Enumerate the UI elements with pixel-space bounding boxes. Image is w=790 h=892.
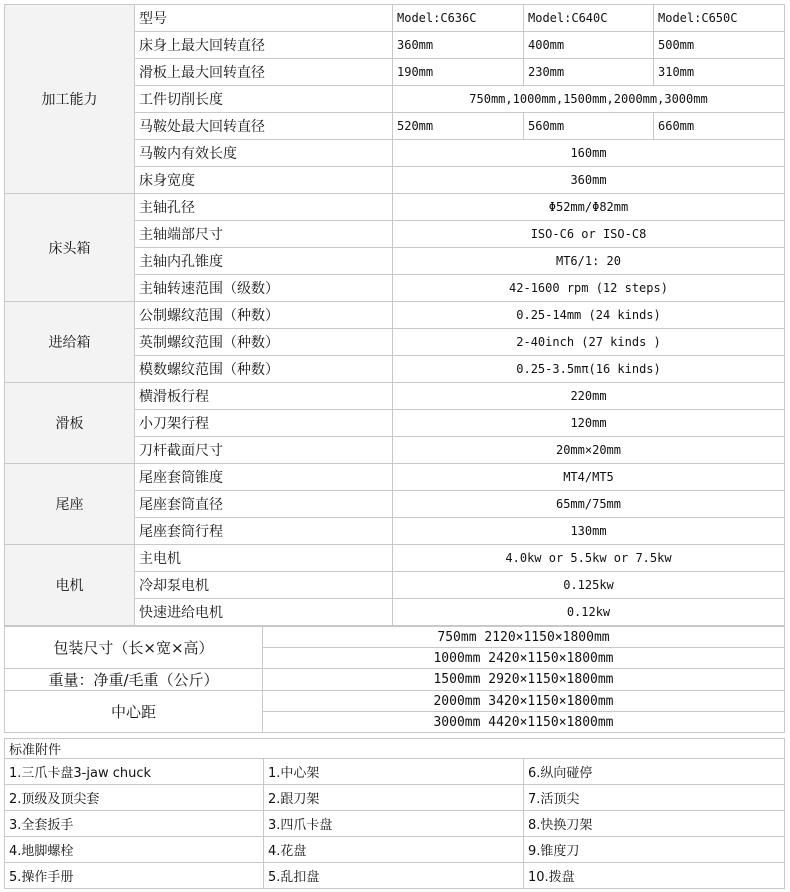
value-cell: 660mm [654,113,785,140]
packing-value: 3000mm 4420×1150×1800mm [263,712,785,733]
model-c640c: Model:C640C [524,5,654,32]
category-headstock: 床头箱 [5,194,135,302]
table-row [5,669,785,691]
accessory-item: 5.操作手册 [5,863,264,889]
value-cell: 20mm×20mm [393,437,785,464]
accessory-item: 6.纵向碰停 [524,759,785,785]
value-cell: MT4/MT5 [393,464,785,491]
accessory-item: 3.全套扳手 [5,811,264,837]
row-label: 尾座套筒行程 [135,518,393,545]
row-label: 公制螺纹范围（种数） [135,302,393,329]
row-label: 主轴内孔锥度 [135,248,393,275]
value-cell: 560mm [524,113,654,140]
accessory-item: 2.跟刀架 [264,785,524,811]
value-cell: 42-1600 rpm (12 steps) [393,275,785,302]
accessory-item: 10.拨盘 [524,863,785,889]
row-label: 横滑板行程 [135,383,393,410]
value-cell: 520mm [393,113,524,140]
row-label: 马鞍内有效长度 [135,140,393,167]
table-row [5,194,785,221]
category-motor: 电机 [5,545,135,626]
table-row [5,691,785,712]
value-cell: 360mm [393,32,524,59]
category-feedbox: 进给箱 [5,302,135,383]
value-cell: 2-40inch (27 kinds ) [393,329,785,356]
table-row [5,811,785,837]
row-label: 床身宽度 [135,167,393,194]
accessory-item: 9.锥度刀 [524,837,785,863]
row-label: 马鞍处最大回转直径 [135,113,393,140]
spec-table [4,4,785,626]
table-row [5,383,785,410]
row-label: 型号 [135,5,393,32]
accessories-title: 标准附件 [5,739,785,759]
row-label: 主电机 [135,545,393,572]
accessory-item: 1.中心架 [264,759,524,785]
value-cell: 310mm [654,59,785,86]
row-label: 刀杆截面尺寸 [135,437,393,464]
accessory-item: 2.顶级及顶尖套 [5,785,264,811]
value-cell: 500mm [654,32,785,59]
packing-table [4,626,785,733]
value-cell: 230mm [524,59,654,86]
accessories-table [4,738,785,889]
row-label: 主轴孔径 [135,194,393,221]
value-cell: 360mm [393,167,785,194]
row-label: 主轴端部尺寸 [135,221,393,248]
packing-value: 750mm 2120×1150×1800mm [263,627,785,648]
row-label: 小刀架行程 [135,410,393,437]
row-label: 尾座套筒直径 [135,491,393,518]
accessory-item: 3.四爪卡盘 [264,811,524,837]
value-cell: 160mm [393,140,785,167]
weight-label: 重量：净重/毛重（公斤） [5,669,263,691]
row-label: 尾座套筒锥度 [135,464,393,491]
value-cell: MT6/1: 20 [393,248,785,275]
category-processing: 加工能力 [5,5,135,194]
value-cell: 190mm [393,59,524,86]
table-row [5,545,785,572]
row-label: 工件切削长度 [135,86,393,113]
category-tailstock: 尾座 [5,464,135,545]
row-label: 英制螺纹范围（种数） [135,329,393,356]
value-cell: 4.0kw or 5.5kw or 7.5kw [393,545,785,572]
value-cell: 65mm/75mm [393,491,785,518]
row-label: 冷却泵电机 [135,572,393,599]
row-label: 快速进给电机 [135,599,393,626]
value-cell: Φ52mm/Φ82mm [393,194,785,221]
value-cell: ISO-C6 or ISO-C8 [393,221,785,248]
packing-value: 1000mm 2420×1150×1800mm [263,648,785,669]
value-cell: 400mm [524,32,654,59]
table-row [5,863,785,889]
accessory-item: 5.乱扣盘 [264,863,524,889]
value-cell: 0.25-14mm (24 kinds) [393,302,785,329]
table-row [5,5,785,32]
model-c636c: Model:C636C [393,5,524,32]
value-cell: 220mm [393,383,785,410]
value-cell: 0.125kw [393,572,785,599]
packing-value: 1500mm 2920×1150×1800mm [263,669,785,691]
accessory-item: 8.快换刀架 [524,811,785,837]
value-cell: 120mm [393,410,785,437]
value-cell: 0.12kw [393,599,785,626]
packing-size-label: 包装尺寸（长×宽×高） [5,627,263,669]
table-row [5,302,785,329]
row-label: 模数螺纹范围（种数） [135,356,393,383]
center-distance-label: 中心距 [5,691,263,733]
table-row [5,739,785,759]
accessory-item: 7.活顶尖 [524,785,785,811]
value-cell: 750mm,1000mm,1500mm,2000mm,3000mm [393,86,785,113]
row-label: 床身上最大回转直径 [135,32,393,59]
value-cell: 130mm [393,518,785,545]
row-label: 主轴转速范围（级数） [135,275,393,302]
table-row [5,627,785,648]
accessory-item: 4.地脚螺栓 [5,837,264,863]
accessory-item: 1.三爪卡盘3-jaw chuck [5,759,264,785]
accessory-item: 4.花盘 [264,837,524,863]
table-row [5,464,785,491]
table-row [5,759,785,785]
packing-value: 2000mm 3420×1150×1800mm [263,691,785,712]
model-c650c: Model:C650C [654,5,785,32]
value-cell: 0.25-3.5mπ(16 kinds) [393,356,785,383]
table-row [5,785,785,811]
row-label: 滑板上最大回转直径 [135,59,393,86]
table-row [5,837,785,863]
category-slide: 滑板 [5,383,135,464]
